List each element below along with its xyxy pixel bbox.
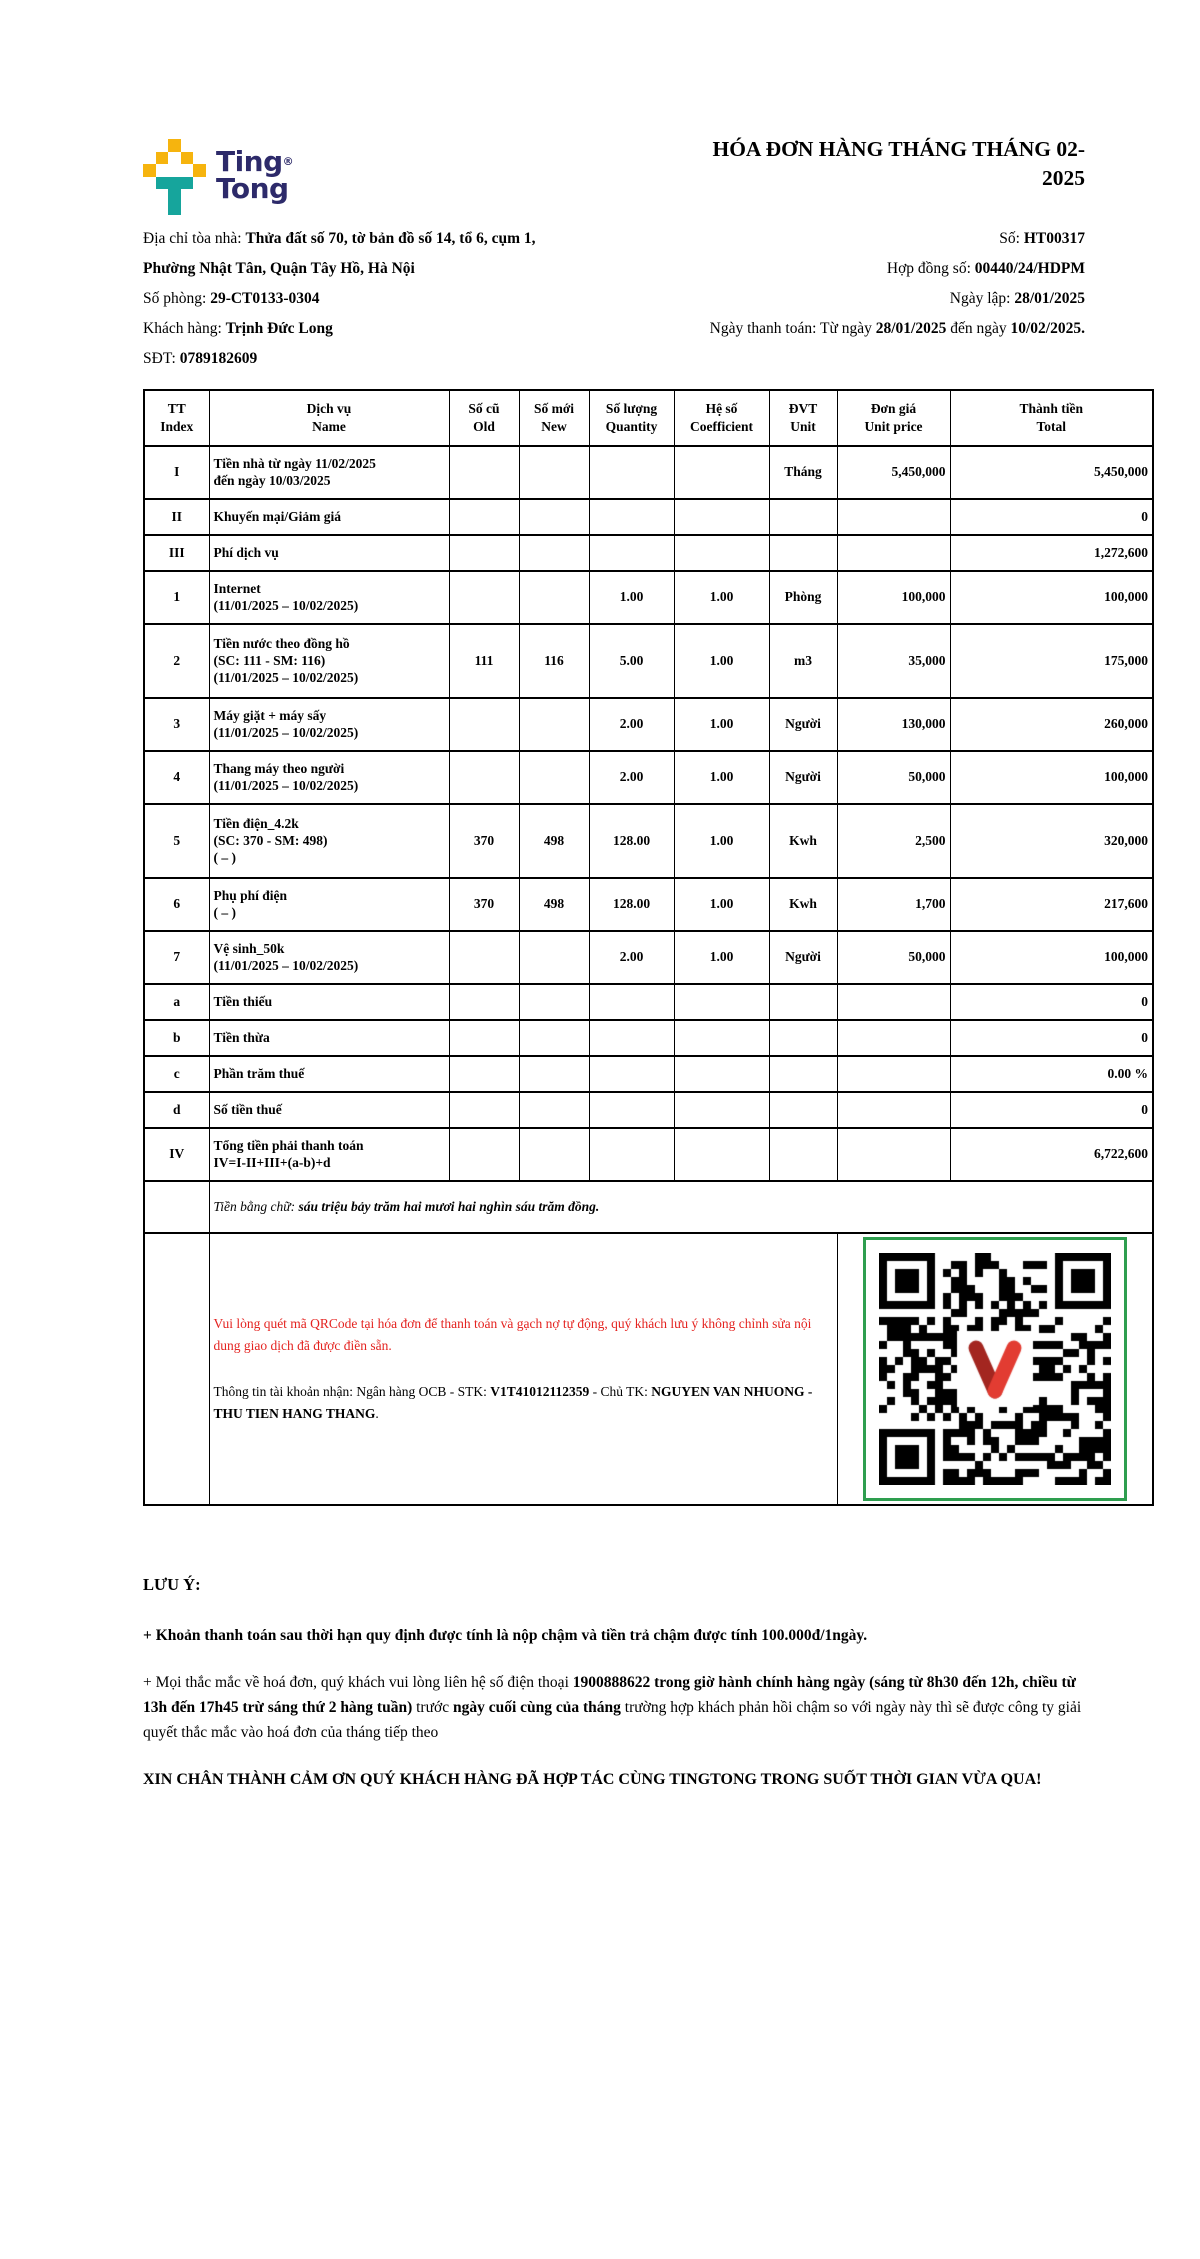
row-index: d bbox=[144, 1092, 209, 1128]
service-name: Tiền thừa bbox=[209, 1020, 449, 1056]
logo-pixel-empty bbox=[143, 189, 156, 202]
column-header-index: TT Index bbox=[144, 390, 209, 446]
row-index: III bbox=[144, 535, 209, 571]
service-name: Phụ phí điện ( – ) bbox=[209, 878, 449, 931]
coefficient: 1.00 bbox=[674, 624, 769, 698]
issue-date: Ngày lập: 28/01/2025 bbox=[949, 289, 1085, 307]
coefficient: 1.00 bbox=[674, 571, 769, 624]
amount-in-words: Tiền bằng chữ: sáu triệu bảy trăm hai mươi hai nghìn sáu trăm đồng. bbox=[209, 1181, 1153, 1233]
coefficient: 1.00 bbox=[674, 878, 769, 931]
payment-instructions bbox=[209, 1233, 837, 1505]
service-name: Phí dịch vụ bbox=[209, 535, 449, 571]
unit bbox=[769, 499, 837, 535]
unit: m3 bbox=[769, 624, 837, 698]
logo-pixel-empty bbox=[181, 139, 194, 152]
logo-pixel-empty bbox=[181, 164, 194, 177]
service-name: Phần trăm thuế bbox=[209, 1056, 449, 1092]
unit: Người bbox=[769, 931, 837, 984]
qr-code-cell bbox=[837, 1233, 1153, 1505]
customer-phone: SĐT: 0789182609 bbox=[143, 349, 258, 367]
quantity bbox=[589, 1092, 674, 1128]
logo-pixel-empty bbox=[143, 139, 156, 152]
logo-pixel-empty bbox=[168, 164, 181, 177]
coefficient: 1.00 bbox=[674, 931, 769, 984]
total: 320,000 bbox=[950, 804, 1153, 878]
table-row bbox=[144, 1128, 1153, 1181]
total: 175,000 bbox=[950, 624, 1153, 698]
logo-pixel-empty bbox=[181, 189, 194, 202]
unit-price bbox=[837, 535, 950, 571]
tingtong-logo-icon bbox=[143, 139, 206, 215]
coefficient bbox=[674, 1020, 769, 1056]
new-reading bbox=[519, 751, 589, 804]
empty-index-cell bbox=[144, 1233, 209, 1505]
unit bbox=[769, 535, 837, 571]
logo-pixel bbox=[193, 164, 206, 177]
tingtong-logo bbox=[143, 139, 293, 215]
logo-pixel bbox=[181, 152, 194, 165]
new-reading bbox=[519, 499, 589, 535]
coefficient bbox=[674, 1092, 769, 1128]
unit-price: 50,000 bbox=[837, 751, 950, 804]
total: 6,722,600 bbox=[950, 1128, 1153, 1181]
table-row bbox=[144, 1056, 1153, 1092]
logo-pixel-empty bbox=[156, 189, 169, 202]
row-index: 3 bbox=[144, 698, 209, 751]
old-reading bbox=[449, 931, 519, 984]
unit: Kwh bbox=[769, 878, 837, 931]
row-index: 4 bbox=[144, 751, 209, 804]
table-row bbox=[144, 1092, 1153, 1128]
logo-pixel-empty bbox=[193, 177, 206, 190]
column-header-total: Thành tiền Total bbox=[950, 390, 1153, 446]
table-row bbox=[144, 499, 1153, 535]
table-row bbox=[144, 624, 1153, 698]
unit-price: 35,000 bbox=[837, 624, 950, 698]
new-reading: 498 bbox=[519, 878, 589, 931]
logo-pixel bbox=[168, 139, 181, 152]
unit: Người bbox=[769, 751, 837, 804]
old-reading bbox=[449, 1020, 519, 1056]
service-name: Vệ sinh_50k (11/01/2025 – 10/02/2025) bbox=[209, 931, 449, 984]
quantity bbox=[589, 535, 674, 571]
unit-price: 1,700 bbox=[837, 878, 950, 931]
row-index: II bbox=[144, 499, 209, 535]
column-header-old: Số cũ Old bbox=[449, 390, 519, 446]
invoice-number: Số: HT00317 bbox=[999, 229, 1085, 247]
unit: Phòng bbox=[769, 571, 837, 624]
payment-qr-code bbox=[879, 1253, 1111, 1485]
row-index: 2 bbox=[144, 624, 209, 698]
old-reading bbox=[449, 984, 519, 1020]
total: 100,000 bbox=[950, 931, 1153, 984]
service-name: Tiền thiếu bbox=[209, 984, 449, 1020]
quantity: 2.00 bbox=[589, 698, 674, 751]
invoice-table-body bbox=[144, 446, 1153, 1181]
service-name: Số tiền thuế bbox=[209, 1092, 449, 1128]
table-header-row bbox=[144, 390, 1153, 446]
unit-price: 50,000 bbox=[837, 931, 950, 984]
quantity bbox=[589, 1020, 674, 1056]
coefficient bbox=[674, 1128, 769, 1181]
service-name: Máy giặt + máy sấy (11/01/2025 – 10/02/2025) bbox=[209, 698, 449, 751]
new-reading bbox=[519, 931, 589, 984]
column-header-name: Dịch vụ Name bbox=[209, 390, 449, 446]
unit: Người bbox=[769, 698, 837, 751]
quantity bbox=[589, 499, 674, 535]
table-row bbox=[144, 698, 1153, 751]
new-reading: 116 bbox=[519, 624, 589, 698]
old-reading bbox=[449, 571, 519, 624]
table-row bbox=[144, 804, 1153, 878]
old-reading bbox=[449, 751, 519, 804]
coefficient bbox=[674, 984, 769, 1020]
quantity: 128.00 bbox=[589, 804, 674, 878]
row-index: a bbox=[144, 984, 209, 1020]
unit bbox=[769, 984, 837, 1020]
logo-pixel-empty bbox=[181, 202, 194, 215]
logo-pixel-empty bbox=[143, 152, 156, 165]
notes-heading: LƯU Ý: bbox=[143, 1574, 201, 1594]
new-reading bbox=[519, 698, 589, 751]
logo-pixel bbox=[168, 202, 181, 215]
logo-pixel-empty bbox=[193, 139, 206, 152]
unit bbox=[769, 1020, 837, 1056]
logo-pixel-empty bbox=[143, 202, 156, 215]
logo-pixel bbox=[168, 177, 181, 190]
coefficient bbox=[674, 499, 769, 535]
column-header-new: Số mới New bbox=[519, 390, 589, 446]
qr-code-frame bbox=[863, 1237, 1127, 1501]
coefficient bbox=[674, 535, 769, 571]
unit-price bbox=[837, 1020, 950, 1056]
logo-pixel bbox=[181, 177, 194, 190]
old-reading: 370 bbox=[449, 878, 519, 931]
page-header bbox=[0, 0, 1200, 215]
new-reading bbox=[519, 1128, 589, 1181]
logo-pixel bbox=[168, 189, 181, 202]
table-row bbox=[144, 931, 1153, 984]
receiving-account-info: Thông tin tài khoản nhận: Ngân hàng OCB - STK: V1T41012112359 - Chủ TK: NGUYEN VAN NHUONG - THU TIEN HANG THANG. bbox=[213, 1383, 813, 1421]
logo-pixel-empty bbox=[193, 202, 206, 215]
old-reading bbox=[449, 499, 519, 535]
unit-price bbox=[837, 1128, 950, 1181]
quantity: 5.00 bbox=[589, 624, 674, 698]
building-address-line2: Phường Nhật Tân, Quận Tây Hồ, Hà Nội bbox=[143, 259, 415, 277]
unit: Tháng bbox=[769, 446, 837, 499]
service-name: Tổng tiền phải thanh toán IV=I-II+III+(a-b)+d bbox=[209, 1128, 449, 1181]
qr-warning-text: Vui lòng quét mã QRCode tại hóa đơn để thanh toán và gạch nợ tự động, quý khách lưu ý không chỉnh sửa nội dung giao dịch đã được điền sẵn. bbox=[213, 1315, 812, 1353]
column-header-coefficient: Hệ số Coefficient bbox=[674, 390, 769, 446]
service-name: Tiền điện_4.2k (SC: 370 - SM: 498) ( – ) bbox=[209, 804, 449, 878]
unit-price bbox=[837, 984, 950, 1020]
logo-pixel-empty bbox=[156, 164, 169, 177]
logo-pixel bbox=[143, 164, 156, 177]
new-reading: 498 bbox=[519, 804, 589, 878]
logo-pixel-empty bbox=[193, 189, 206, 202]
table-row bbox=[144, 878, 1153, 931]
customer-name: Khách hàng: Trịnh Đức Long bbox=[143, 319, 333, 337]
unit bbox=[769, 1056, 837, 1092]
total: 0 bbox=[950, 1092, 1153, 1128]
unit-price: 100,000 bbox=[837, 571, 950, 624]
invoice-table bbox=[143, 389, 1154, 1506]
footer-notes bbox=[143, 1572, 1090, 1793]
row-index: 7 bbox=[144, 931, 209, 984]
invoice-info bbox=[0, 215, 1200, 379]
unit-price bbox=[837, 1092, 950, 1128]
unit: Kwh bbox=[769, 804, 837, 878]
service-name: Thang máy theo người (11/01/2025 – 10/02/2025) bbox=[209, 751, 449, 804]
table-row bbox=[144, 535, 1153, 571]
row-index: 6 bbox=[144, 878, 209, 931]
coefficient bbox=[674, 446, 769, 499]
new-reading bbox=[519, 571, 589, 624]
table-row bbox=[144, 1020, 1153, 1056]
coefficient: 1.00 bbox=[674, 698, 769, 751]
row-index: b bbox=[144, 1020, 209, 1056]
invoice-info-left bbox=[143, 229, 643, 379]
quantity: 128.00 bbox=[589, 878, 674, 931]
new-reading bbox=[519, 1056, 589, 1092]
column-header-unit: ĐVT Unit bbox=[769, 390, 837, 446]
unit-price: 5,450,000 bbox=[837, 446, 950, 499]
new-reading bbox=[519, 984, 589, 1020]
unit-price: 2,500 bbox=[837, 804, 950, 878]
table-row bbox=[144, 984, 1153, 1020]
total: 260,000 bbox=[950, 698, 1153, 751]
logo-pixel-empty bbox=[156, 202, 169, 215]
new-reading bbox=[519, 1020, 589, 1056]
old-reading bbox=[449, 1128, 519, 1181]
table-row bbox=[144, 751, 1153, 804]
column-header-unit-price: Đơn giá Unit price bbox=[837, 390, 950, 446]
service-name: Tiền nhà từ ngày 11/02/2025 đến ngày 10/03/2025 bbox=[209, 446, 449, 499]
unit bbox=[769, 1092, 837, 1128]
unit bbox=[769, 1128, 837, 1181]
total: 100,000 bbox=[950, 751, 1153, 804]
unit-price: 130,000 bbox=[837, 698, 950, 751]
total: 5,450,000 bbox=[950, 446, 1153, 499]
logo-pixel-empty bbox=[156, 139, 169, 152]
logo-pixel bbox=[156, 177, 169, 190]
old-reading bbox=[449, 1092, 519, 1128]
service-name: Khuyến mại/Giảm giá bbox=[209, 499, 449, 535]
old-reading bbox=[449, 535, 519, 571]
quantity bbox=[589, 984, 674, 1020]
total: 100,000 bbox=[950, 571, 1153, 624]
service-name: Internet (11/01/2025 – 10/02/2025) bbox=[209, 571, 449, 624]
total: 0 bbox=[950, 1020, 1153, 1056]
old-reading: 370 bbox=[449, 804, 519, 878]
old-reading bbox=[449, 446, 519, 499]
logo-pixel-empty bbox=[143, 177, 156, 190]
quantity bbox=[589, 1056, 674, 1092]
thank-you-note: XIN CHÂN THÀNH CẢM ƠN QUÝ KHÁCH HÀNG ĐÃ HỢP TÁC CÙNG TINGTONG TRONG SUỐT THỜI GIAN VỪA QUA! bbox=[143, 1770, 1042, 1788]
new-reading bbox=[519, 535, 589, 571]
unit-price bbox=[837, 499, 950, 535]
page-title: HÓA ĐƠN HÀNG THÁNG THÁNG 02-2025 bbox=[712, 137, 1085, 190]
total: 0 bbox=[950, 499, 1153, 535]
total: 0.00 % bbox=[950, 1056, 1153, 1092]
amount-in-words-row bbox=[144, 1181, 1153, 1233]
old-reading bbox=[449, 698, 519, 751]
logo-pixel bbox=[156, 152, 169, 165]
column-header-quantity: Số lượng Quantity bbox=[589, 390, 674, 446]
new-reading bbox=[519, 446, 589, 499]
registered-trademark-icon: ® bbox=[282, 155, 294, 168]
coefficient bbox=[674, 1056, 769, 1092]
table-row bbox=[144, 571, 1153, 624]
quantity: 2.00 bbox=[589, 751, 674, 804]
row-index: c bbox=[144, 1056, 209, 1092]
table-row bbox=[144, 446, 1153, 499]
hotline-note: + Mọi thắc mắc về hoá đơn, quý khách vui lòng liên hệ số điện thoại 1900888622 trong giờ hành chính hàng ngày (sáng từ 8h30 đến 12h, chiều từ 13h đến 17h45 trừ sáng thứ 2 hàng tuần) trước ngày cuối cùng của tháng trường hợp khách phản hồi chậm so với ngày này thì sẽ được công ty giải quyết thắc mắc vào hoá đơn của tháng tiếp theo bbox=[143, 1673, 1082, 1741]
quantity: 2.00 bbox=[589, 931, 674, 984]
coefficient: 1.00 bbox=[674, 804, 769, 878]
row-index: 5 bbox=[144, 804, 209, 878]
old-reading bbox=[449, 1056, 519, 1092]
total: 217,600 bbox=[950, 878, 1153, 931]
logo-word-ting: Ting bbox=[215, 145, 283, 178]
coefficient: 1.00 bbox=[674, 751, 769, 804]
service-name: Tiền nước theo đồng hồ (SC: 111 - SM: 116) (11/01/2025 – 10/02/2025) bbox=[209, 624, 449, 698]
row-index: I bbox=[144, 446, 209, 499]
row-index: 1 bbox=[144, 571, 209, 624]
empty-index-cell bbox=[144, 1181, 209, 1233]
total: 0 bbox=[950, 984, 1153, 1020]
qr-row bbox=[144, 1233, 1153, 1505]
quantity: 1.00 bbox=[589, 571, 674, 624]
logo-pixel-empty bbox=[168, 152, 181, 165]
row-index: IV bbox=[144, 1128, 209, 1181]
logo-pixel-empty bbox=[193, 152, 206, 165]
contract-number: Hợp đồng số: 00440/24/HDPM bbox=[886, 259, 1085, 277]
invoice-info-right bbox=[643, 229, 1085, 379]
new-reading bbox=[519, 1092, 589, 1128]
late-payment-note: + Khoản thanh toán sau thời hạn quy định được tính là nộp chậm và tiền trả chậm được tính 100.000đ/1ngày. bbox=[143, 1626, 868, 1644]
room-number: Số phòng: 29-CT0133-0304 bbox=[143, 289, 320, 307]
logo-word-tong: Tong bbox=[215, 172, 289, 205]
building-address-line1: Địa chỉ tòa nhà: Thửa đất số 70, tờ bản đồ số 14, tổ 6, cụm 1, bbox=[143, 229, 536, 247]
old-reading: 111 bbox=[449, 624, 519, 698]
total: 1,272,600 bbox=[950, 535, 1153, 571]
quantity bbox=[589, 446, 674, 499]
tingtong-logo-wordmark bbox=[215, 145, 294, 205]
quantity bbox=[589, 1128, 674, 1181]
payment-period: Ngày thanh toán: Từ ngày 28/01/2025 đến ngày 10/02/2025. bbox=[709, 319, 1085, 337]
unit-price bbox=[837, 1056, 950, 1092]
